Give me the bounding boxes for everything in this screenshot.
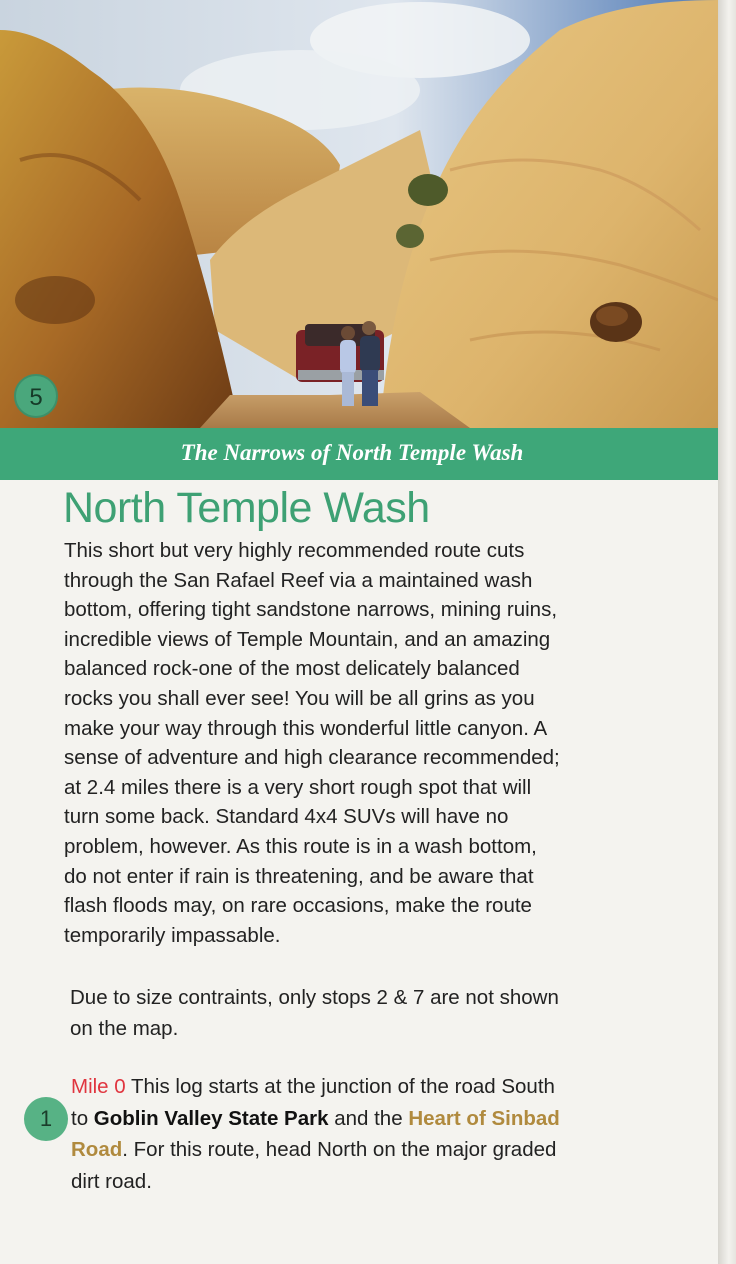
route-title: North Temple Wash xyxy=(63,484,430,532)
description-line: balanced rock-one of the most delicately balanced xyxy=(64,657,520,681)
note-line: Due to size contraints, only stops 2 & 7 are not shown xyxy=(70,986,559,1009)
log-line xyxy=(71,1103,671,1135)
log-text: This log starts at the junction of the road South xyxy=(125,1075,555,1098)
heart-of-sinbad-name-cont: Road xyxy=(71,1138,123,1161)
log-line xyxy=(71,1134,671,1166)
canyon-photo xyxy=(0,0,718,428)
log-line xyxy=(71,1071,671,1103)
description-line: at 2.4 miles there is a very short rough spot that will xyxy=(64,775,532,799)
log-text: to xyxy=(71,1106,94,1130)
log-stop-badge: 1 xyxy=(24,1097,68,1141)
log-text: . For this route, head North on the major graded xyxy=(122,1138,557,1161)
photo-caption-bar xyxy=(0,428,718,480)
description-line: turn some back. Standard 4x4 SUVs will have no xyxy=(64,805,509,829)
description-line: through the San Rafael Reef via a maintained wash xyxy=(64,568,533,592)
map-note xyxy=(70,982,670,1044)
description-line: This short but very highly recommended route cuts xyxy=(64,539,525,562)
log-line: dirt road. xyxy=(71,1169,152,1193)
log-text: and the xyxy=(328,1106,409,1130)
description-line: temporarily impassable. xyxy=(64,923,281,947)
description-line: incredible views of Temple Mountain, and an amazing xyxy=(64,627,551,651)
mile-label: Mile 0 xyxy=(71,1075,126,1098)
description-line: do not enter if rain is threatening, and be aware that xyxy=(64,864,534,888)
goblin-valley-name: Goblin Valley State Park xyxy=(93,1106,329,1130)
mileage-log-entry xyxy=(71,1071,671,1197)
heart-of-sinbad-name: Heart of Sinbad xyxy=(408,1106,560,1130)
description-line: sense of adventure and high clearance recommended; xyxy=(64,746,560,770)
description-line: flash floods may, on rare occasions, make the route xyxy=(64,894,532,918)
description-line: rocks you shall ever see! You will be all grins as you xyxy=(64,686,535,710)
stop-number-badge: 5 xyxy=(14,374,58,418)
page-edge xyxy=(718,0,736,1264)
note-line: on the map. xyxy=(70,1017,179,1040)
description-line: make your way through this wonderful little canyon. A xyxy=(64,716,548,740)
description-line: problem, however. As this route is in a wash bottom, xyxy=(64,834,537,858)
photo-caption: The Narrows of North Temple Wash xyxy=(180,440,524,465)
route-description xyxy=(64,536,664,950)
description-line: bottom, offering tight sandstone narrows, mining ruins, xyxy=(64,598,558,622)
